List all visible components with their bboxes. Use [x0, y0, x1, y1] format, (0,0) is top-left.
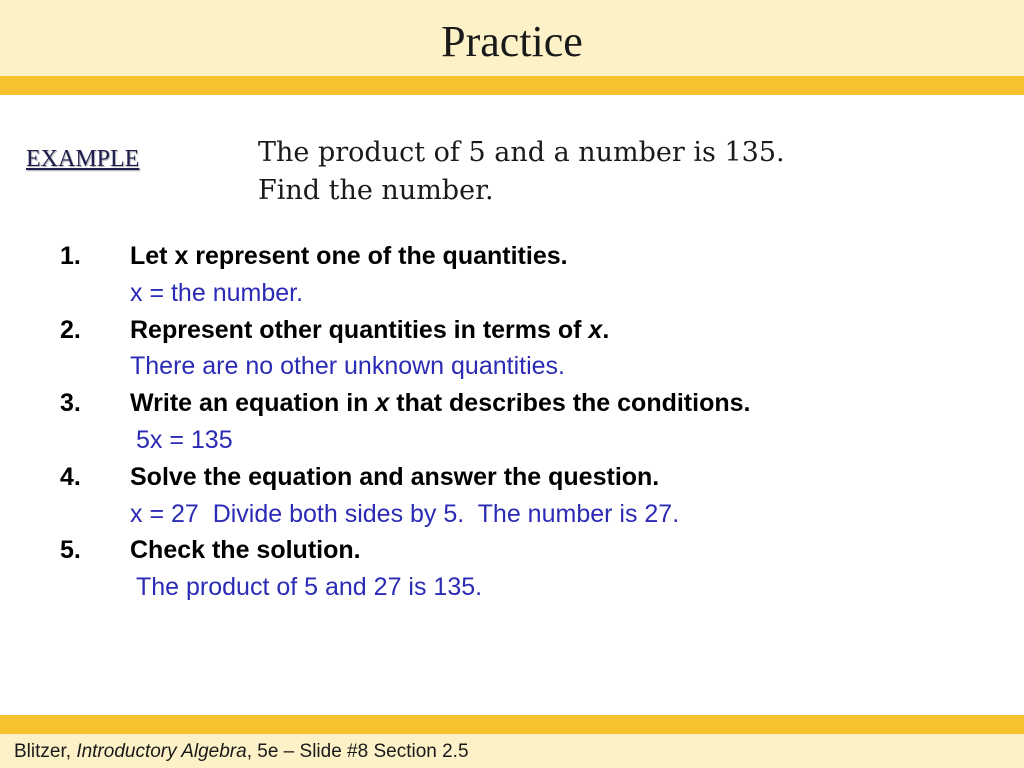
- problem-line-1: The product of 5 and a number is 135.: [258, 137, 785, 168]
- step-number: 2.: [60, 315, 81, 344]
- step-5-answer-row: [60, 569, 1000, 606]
- step-answer: x = the number.: [130, 278, 304, 307]
- slide-title: Practice: [441, 17, 583, 66]
- step-4-title-row: [60, 459, 1000, 496]
- example-label: EXAMPLE: [26, 146, 140, 172]
- step-answer: 5x = 135: [136, 425, 233, 454]
- step-title: Represent other quantities in terms of x.: [130, 315, 610, 344]
- footer-accent-band: [0, 715, 1024, 734]
- step-number: 5.: [60, 536, 81, 565]
- step-5-title-row: [60, 532, 1000, 569]
- step-4-answer-row: [60, 496, 1000, 533]
- step-number: 3.: [60, 389, 81, 418]
- step-number: 4.: [60, 462, 81, 491]
- step-3-answer-row: [60, 422, 1000, 459]
- book-title: Introductory Algebra: [76, 741, 247, 762]
- header-accent-band: [0, 76, 1024, 95]
- step-answer: x = 27 Divide both sides by 5. The number is 27.: [130, 499, 680, 528]
- problem-line-2: Find the number.: [258, 175, 494, 206]
- step-title: Solve the equation and answer the question.: [130, 462, 660, 491]
- step-2-title-row: [60, 312, 1000, 349]
- step-title: Write an equation in x that describes the conditions.: [130, 389, 751, 418]
- step-1-answer-row: [60, 275, 1000, 312]
- step-answer: The product of 5 and 27 is 135.: [136, 573, 483, 602]
- slide-header: [0, 0, 1024, 76]
- step-title: Check the solution.: [130, 536, 361, 565]
- solution-steps: [60, 238, 1000, 606]
- step-title: Let x represent one of the quantities.: [130, 242, 568, 270]
- step-3-title-row: [60, 385, 1000, 422]
- footer-citation: Blitzer, Introductory Algebra, 5e – Slide #8 Section 2.5: [14, 741, 469, 762]
- problem-statement: [258, 134, 785, 210]
- step-answer: There are no other unknown quantities.: [130, 352, 565, 381]
- slide-footer: [0, 734, 1024, 768]
- step-2-answer-row: [60, 348, 1000, 385]
- step-1-title-row: [60, 238, 1000, 275]
- step-number: 1.: [60, 242, 81, 270]
